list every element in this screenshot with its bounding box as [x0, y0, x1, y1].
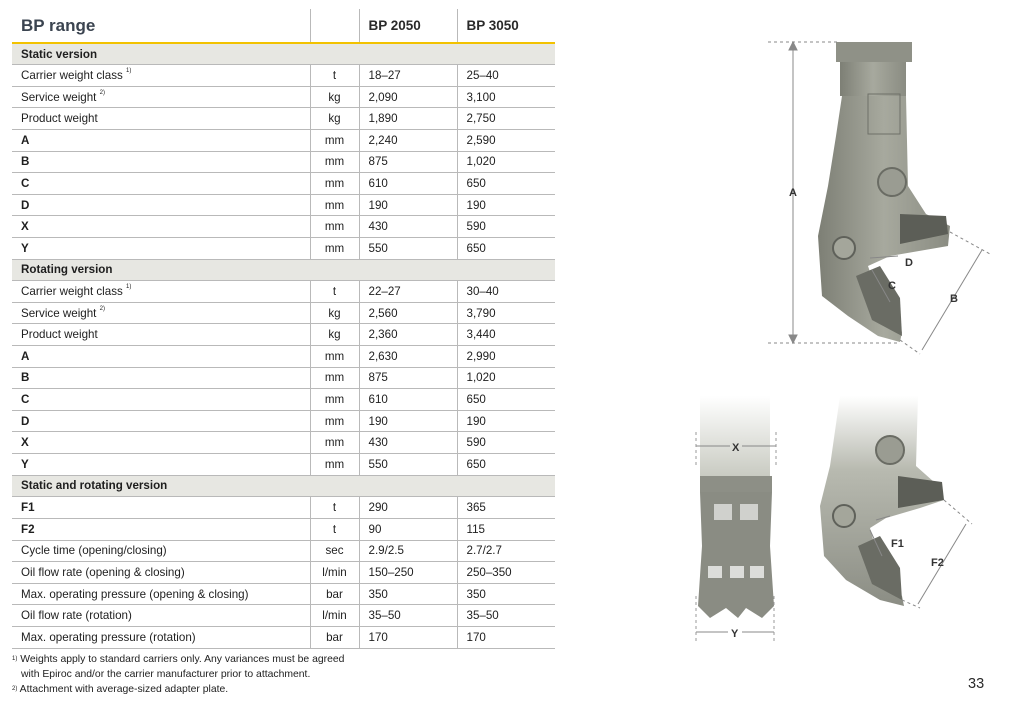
- row-label-cell: [12, 151, 310, 173]
- value-cell-bp2050: 290: [359, 497, 457, 519]
- footnote-reference: 2): [99, 89, 105, 96]
- row-label: Service weight: [21, 306, 97, 320]
- footnote-1-mark: 1): [12, 656, 18, 662]
- page-number: 33: [968, 676, 985, 692]
- row-label-cell: [12, 346, 310, 368]
- value-cell-bp3050: 350: [466, 587, 486, 601]
- value-cell-bp3050: 25–40: [466, 68, 499, 82]
- section-header-row: [12, 43, 555, 65]
- table-row: [12, 65, 555, 87]
- footnote-2-mark: 2): [12, 685, 18, 692]
- row-label: X: [21, 436, 29, 450]
- force-view-diagram: [810, 396, 1000, 616]
- dimension-label-c: C: [888, 280, 896, 292]
- row-label: Carrier weight class: [21, 68, 123, 82]
- unit-cell: bar: [310, 626, 359, 648]
- row-label-cell: [12, 562, 310, 584]
- value-cell-bp3050: 650: [466, 241, 486, 255]
- unit-cell: t: [310, 497, 359, 519]
- row-label: B: [21, 371, 30, 385]
- table-row: [12, 173, 555, 195]
- row-label: Oil flow rate (rotation): [21, 609, 132, 623]
- row-label: Y: [21, 241, 29, 255]
- value-cell-bp3050: 3,440: [466, 328, 496, 342]
- value-cell-bp3050: 190: [466, 198, 486, 212]
- row-label-cell: [12, 410, 310, 432]
- dimension-label-d: D: [905, 257, 913, 269]
- value-cell-bp2050: 170: [359, 626, 457, 648]
- table-row: [12, 324, 555, 346]
- row-label: Oil flow rate (opening & closing): [21, 565, 185, 579]
- footnotes: [12, 653, 344, 697]
- value-cell-bp2050: 2,360: [359, 324, 457, 346]
- dimension-label-y: Y: [731, 628, 739, 640]
- table-row: [12, 389, 555, 411]
- value-cell-bp3050: 250–350: [466, 565, 512, 579]
- dimension-label-a: A: [789, 187, 797, 199]
- row-label: D: [21, 198, 30, 212]
- table-header-row: [12, 9, 555, 43]
- unit-cell: mm: [310, 151, 359, 173]
- value-cell-bp3050: 2,590: [466, 133, 496, 147]
- unit-cell: mm: [310, 410, 359, 432]
- value-cell-bp2050: 2,630: [359, 346, 457, 368]
- table-row: [12, 346, 555, 368]
- value-cell-bp3050: 650: [466, 393, 486, 407]
- value-cell-bp2050: 150–250: [359, 562, 457, 584]
- row-label-cell: [12, 583, 310, 605]
- row-label: X: [21, 220, 29, 234]
- section-header-row: [12, 259, 555, 281]
- row-label-cell: [12, 129, 310, 151]
- value-cell-bp2050: 190: [359, 410, 457, 432]
- row-label: B: [21, 155, 30, 169]
- row-label-cell: [12, 497, 310, 519]
- unit-cell: t: [310, 65, 359, 87]
- row-label-cell: [12, 540, 310, 562]
- value-cell-bp2050: 1,890: [359, 108, 457, 130]
- table-row: [12, 237, 555, 259]
- row-label: D: [21, 414, 30, 428]
- unit-cell: kg: [310, 324, 359, 346]
- row-label-cell: [12, 86, 310, 108]
- unit-cell: bar: [310, 583, 359, 605]
- footnote-reference: 2): [99, 305, 105, 312]
- row-label: Y: [21, 457, 29, 471]
- table-row: [12, 108, 555, 130]
- unit-cell: l/min: [310, 562, 359, 584]
- value-cell-bp3050: 3,100: [466, 90, 496, 104]
- table-row: [12, 626, 555, 648]
- row-label-cell: [12, 432, 310, 454]
- front-view-diagram: [690, 396, 784, 646]
- value-cell-bp3050: 590: [466, 436, 486, 450]
- unit-cell: mm: [310, 237, 359, 259]
- footnote-reference: 1): [126, 284, 132, 290]
- unit-cell: mm: [310, 432, 359, 454]
- value-cell-bp3050: 3,790: [466, 306, 496, 320]
- value-cell-bp3050: 365: [466, 501, 486, 515]
- value-cell-bp3050: 1,020: [466, 371, 496, 385]
- unit-cell: mm: [310, 389, 359, 411]
- unit-column-header: [310, 9, 359, 43]
- row-label: F1: [21, 501, 35, 515]
- value-cell-bp2050: 22–27: [359, 281, 457, 303]
- row-label-cell: [12, 626, 310, 648]
- table-row: [12, 454, 555, 476]
- force-guides: [902, 500, 972, 608]
- unit-cell: t: [310, 281, 359, 303]
- value-cell-bp3050: 590: [466, 220, 486, 234]
- row-label: Carrier weight class: [21, 285, 123, 298]
- value-cell-bp3050: 35–50: [466, 609, 499, 623]
- pulverizer-force-body: [820, 396, 944, 606]
- table-title: BP range: [21, 15, 96, 35]
- row-label-cell: [12, 216, 310, 238]
- row-label-cell: [12, 518, 310, 540]
- side-view-diagram: [760, 36, 1000, 356]
- unit-cell: kg: [310, 302, 359, 324]
- value-cell-bp2050: 610: [359, 389, 457, 411]
- value-cell-bp2050: 550: [359, 237, 457, 259]
- footnote-1-line-1: Weights apply to standard carriers only. Any variances must be agreed: [20, 654, 345, 665]
- row-label-cell: [12, 108, 310, 130]
- value-cell-bp3050: 2.7/2.7: [466, 544, 502, 558]
- table-row: [12, 86, 555, 108]
- value-cell-bp2050: 190: [359, 194, 457, 216]
- value-cell-bp3050: 170: [466, 630, 486, 644]
- row-label: Cycle time (opening/closing): [21, 544, 167, 558]
- row-label-cell: [12, 194, 310, 216]
- value-cell-bp2050: 550: [359, 454, 457, 476]
- row-label: Product weight: [21, 112, 98, 126]
- value-cell-bp3050: 115: [466, 522, 485, 536]
- value-cell-bp2050: 350: [359, 583, 457, 605]
- section-title: Static version: [12, 43, 555, 65]
- value-cell-bp2050: 2,090: [359, 86, 457, 108]
- unit-cell: mm: [310, 194, 359, 216]
- table-row: [12, 151, 555, 173]
- row-label: A: [21, 349, 30, 363]
- value-cell-bp2050: 2,560: [359, 302, 457, 324]
- row-label-cell: [12, 65, 310, 87]
- table-row: [12, 605, 555, 627]
- unit-cell: l/min: [310, 605, 359, 627]
- force-label-f1: F1: [891, 538, 904, 550]
- value-cell-bp3050: 1,020: [466, 155, 496, 169]
- unit-cell: mm: [310, 173, 359, 195]
- section-title: Static and rotating version: [12, 475, 555, 497]
- column-header-bp2050: BP 2050: [359, 9, 457, 43]
- table-row: [12, 432, 555, 454]
- row-label-cell: [12, 173, 310, 195]
- value-cell-bp3050: 2,990: [466, 349, 496, 363]
- row-label: C: [21, 176, 30, 190]
- table-row: [12, 562, 555, 584]
- row-label: Service weight: [21, 90, 97, 104]
- row-label: F2: [21, 522, 35, 536]
- value-cell-bp2050: 875: [359, 151, 457, 173]
- table-row: [12, 129, 555, 151]
- unit-cell: kg: [310, 86, 359, 108]
- value-cell-bp3050: 650: [466, 457, 486, 471]
- row-label-cell: [12, 389, 310, 411]
- value-cell-bp2050: 430: [359, 432, 457, 454]
- section-header-row: [12, 475, 555, 497]
- row-label: Max. operating pressure (opening & closing): [21, 587, 249, 601]
- row-label-cell: [12, 302, 310, 324]
- table-row: [12, 497, 555, 519]
- footnote-reference: 1): [126, 67, 132, 74]
- unit-cell: mm: [310, 216, 359, 238]
- dimension-label-x: X: [732, 442, 740, 454]
- value-cell-bp3050: 190: [466, 414, 486, 428]
- column-header-bp3050: BP 3050: [466, 18, 519, 33]
- table-row: [12, 194, 555, 216]
- row-label-cell: [12, 281, 310, 303]
- value-cell-bp2050: 430: [359, 216, 457, 238]
- table-row: [12, 367, 555, 389]
- footnote-1-continued: [12, 668, 344, 683]
- row-label: Max. operating pressure (rotation): [21, 630, 196, 644]
- table-row: [12, 410, 555, 432]
- unit-cell: kg: [310, 108, 359, 130]
- unit-cell: t: [310, 518, 359, 540]
- dimension-label-b: B: [950, 293, 958, 305]
- unit-cell: mm: [310, 454, 359, 476]
- footnote-2: [12, 683, 344, 698]
- row-label-cell: [12, 324, 310, 346]
- row-label: Product weight: [21, 328, 98, 342]
- value-cell-bp2050: 18–27: [359, 65, 457, 87]
- footnote-1: [12, 653, 344, 668]
- value-cell-bp3050: 30–40: [466, 285, 499, 298]
- table-row: [12, 216, 555, 238]
- value-cell-bp2050: 35–50: [359, 605, 457, 627]
- table-row: [12, 540, 555, 562]
- footnote-2-line-1: Attachment with average-sized adapter plate.: [19, 683, 229, 695]
- unit-cell: sec: [310, 540, 359, 562]
- table-row: [12, 518, 555, 540]
- specifications-table: [12, 9, 555, 649]
- table-row: [12, 583, 555, 605]
- table-row: [12, 302, 555, 324]
- pulverizer-side-body: [818, 42, 950, 342]
- section-title: Rotating version: [12, 259, 555, 281]
- row-label: C: [21, 393, 30, 407]
- row-label: A: [21, 133, 30, 147]
- value-cell-bp3050: 2,750: [466, 112, 496, 126]
- footnote-1-line-2: with Epiroc and/or the carrier manufacturer prior to attachment.: [21, 668, 311, 680]
- unit-cell: mm: [310, 129, 359, 151]
- value-cell-bp2050: 90: [359, 518, 457, 540]
- row-label-cell: [12, 367, 310, 389]
- unit-cell: mm: [310, 346, 359, 368]
- row-label-cell: [12, 454, 310, 476]
- value-cell-bp2050: 2,240: [359, 129, 457, 151]
- row-label-cell: [12, 605, 310, 627]
- unit-cell: mm: [310, 367, 359, 389]
- value-cell-bp2050: 610: [359, 173, 457, 195]
- value-cell-bp3050: 650: [466, 176, 486, 190]
- pulverizer-front-body: [698, 396, 774, 618]
- row-label-cell: [12, 237, 310, 259]
- table-body: [12, 43, 555, 648]
- value-cell-bp2050: 2.9/2.5: [359, 540, 457, 562]
- value-cell-bp2050: 875: [359, 367, 457, 389]
- table-row: [12, 281, 555, 303]
- force-label-f2: F2: [931, 557, 944, 569]
